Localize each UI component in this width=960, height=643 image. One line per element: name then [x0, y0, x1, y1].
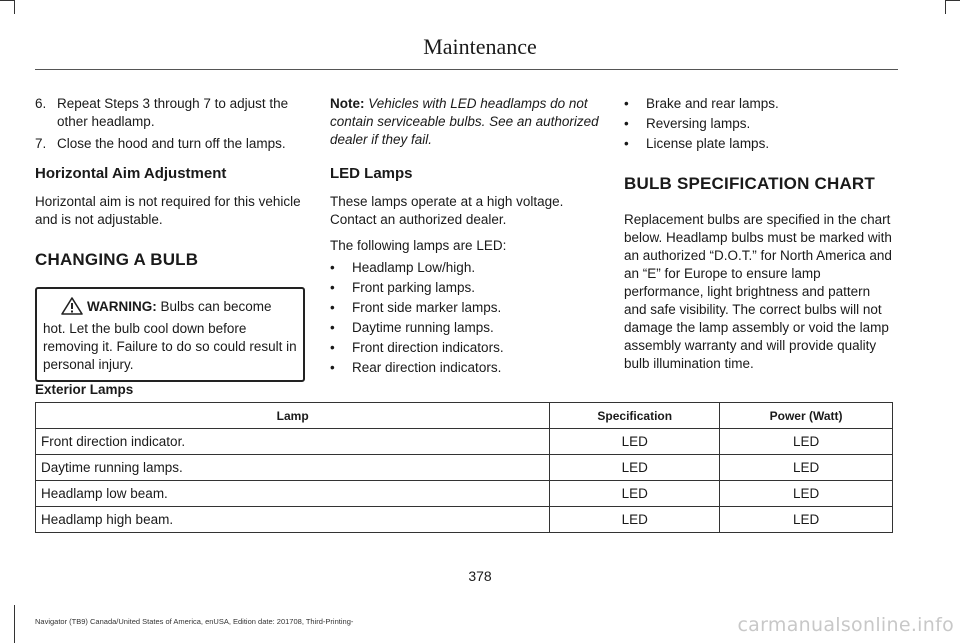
note-text: Vehicles with LED headlamps do not contain serviceable bulbs. See an authorized dealer if they fail.: [330, 96, 599, 147]
column-3: [624, 95, 896, 381]
warning-triangle-icon: [61, 297, 83, 320]
page-number: 378: [468, 568, 492, 584]
table-cell: LED: [550, 429, 720, 455]
bullet-icon: •: [330, 300, 335, 315]
note-paragraph: [330, 95, 602, 149]
table-row: [36, 455, 893, 481]
list-item: [330, 319, 602, 337]
table-cell: LED: [720, 481, 893, 507]
step-item: [35, 135, 305, 153]
list-item-text: Rear direction indicators.: [352, 360, 502, 375]
crop-mark: [14, 0, 15, 14]
heading-changing-bulb: CHANGING A BULB: [35, 250, 199, 269]
table-row: [36, 507, 893, 533]
led-intro-text: The following lamps are LED:: [330, 238, 507, 253]
column-1: [35, 95, 305, 382]
footer-edition-text: Navigator (TB9) Canada/United States of America, enUSA, Edition date: 201708, Third-Printing-: [35, 617, 354, 626]
step-item: [35, 95, 305, 131]
warning-box: [35, 287, 305, 382]
note-label: Note:: [330, 96, 365, 111]
column-2: [330, 95, 602, 379]
warning-label: WARNING:: [87, 299, 157, 314]
list-item-text: Reversing lamps.: [646, 116, 751, 131]
led-voltage-text: These lamps operate at a high voltage. Contact an authorized dealer.: [330, 194, 564, 227]
table-cell: Headlamp low beam.: [36, 481, 550, 507]
crop-mark: [945, 0, 946, 14]
list-item: [330, 359, 602, 377]
bullet-icon: •: [330, 280, 335, 295]
bullet-icon: •: [624, 136, 629, 151]
table-cell: LED: [550, 481, 720, 507]
table-row: [36, 481, 893, 507]
list-item: [330, 339, 602, 357]
header-rule: [35, 69, 898, 70]
led-lamp-list-continued: [624, 95, 896, 153]
warning-text: Bulbs can become hot. Let the bulb cool down before removing it. Failure to do so could result in personal injury.: [43, 299, 297, 372]
led-lamp-list: [330, 259, 602, 377]
bullet-icon: •: [330, 320, 335, 335]
list-item-text: Front parking lamps.: [352, 280, 476, 295]
list-item: [624, 95, 896, 113]
table-cell: Headlamp high beam.: [36, 507, 550, 533]
table-cell: Daytime running lamps.: [36, 455, 550, 481]
horizontal-aim-text: Horizontal aim is not required for this vehicle and is not adjustable.: [35, 194, 301, 227]
list-item: [330, 279, 602, 297]
list-item: [624, 135, 896, 153]
list-item-text: Brake and rear lamps.: [646, 96, 779, 111]
bulb-spec-text: Replacement bulbs are specified in the chart below. Headlamp bulbs must be marked with an authorized “D.O.T.” for North America and an “E” for Europe to ensure lamp performance, light brightness and pattern and safe visibility. The correct bulbs will not damage the lamp assembly or void the lamp assembly warranty and will provide quality bulb illumination time.: [624, 212, 892, 371]
heading-bulb-spec-chart: BULB SPECIFICATION CHART: [624, 174, 875, 193]
bullet-icon: •: [624, 96, 629, 111]
exterior-lamps-table: [35, 402, 893, 533]
table-cell: Front direction indicator.: [36, 429, 550, 455]
table-cell: LED: [550, 507, 720, 533]
list-item: [330, 299, 602, 317]
list-item-text: Headlamp Low/high.: [352, 260, 476, 275]
step-number: 7.: [35, 136, 47, 151]
table-caption: Exterior Lamps: [35, 382, 134, 397]
table-cell: LED: [720, 455, 893, 481]
crop-mark: [946, 0, 960, 1]
table-row: [36, 429, 893, 455]
crop-mark: [14, 605, 15, 643]
bullet-icon: •: [330, 260, 335, 275]
bullet-icon: •: [330, 340, 335, 355]
table-cell: LED: [720, 507, 893, 533]
list-item-text: License plate lamps.: [646, 136, 770, 151]
list-item-text: Front direction indicators.: [352, 340, 504, 355]
heading-led-lamps: LED Lamps: [330, 165, 413, 182]
list-item-text: Daytime running lamps.: [352, 320, 494, 335]
bullet-icon: •: [330, 360, 335, 375]
page-title: Maintenance: [423, 34, 537, 59]
column-header-specification: Specification: [550, 403, 720, 429]
list-item-text: Front side marker lamps.: [352, 300, 502, 315]
list-item: [624, 115, 896, 133]
table-header-row: [36, 403, 893, 429]
step-text: Close the hood and turn off the lamps.: [57, 136, 286, 151]
bullet-icon: •: [624, 116, 629, 131]
crop-mark: [0, 0, 14, 1]
heading-horizontal-aim: Horizontal Aim Adjustment: [35, 165, 227, 182]
table-cell: LED: [720, 429, 893, 455]
table-cell: LED: [550, 455, 720, 481]
step-text: Repeat Steps 3 through 7 to adjust the other headlamp.: [57, 96, 289, 129]
column-header-lamp: Lamp: [36, 403, 550, 429]
step-number: 6.: [35, 96, 47, 111]
watermark: carmanualsonline.info: [737, 614, 954, 636]
list-item: [330, 259, 602, 277]
column-header-power: Power (Watt): [720, 403, 893, 429]
